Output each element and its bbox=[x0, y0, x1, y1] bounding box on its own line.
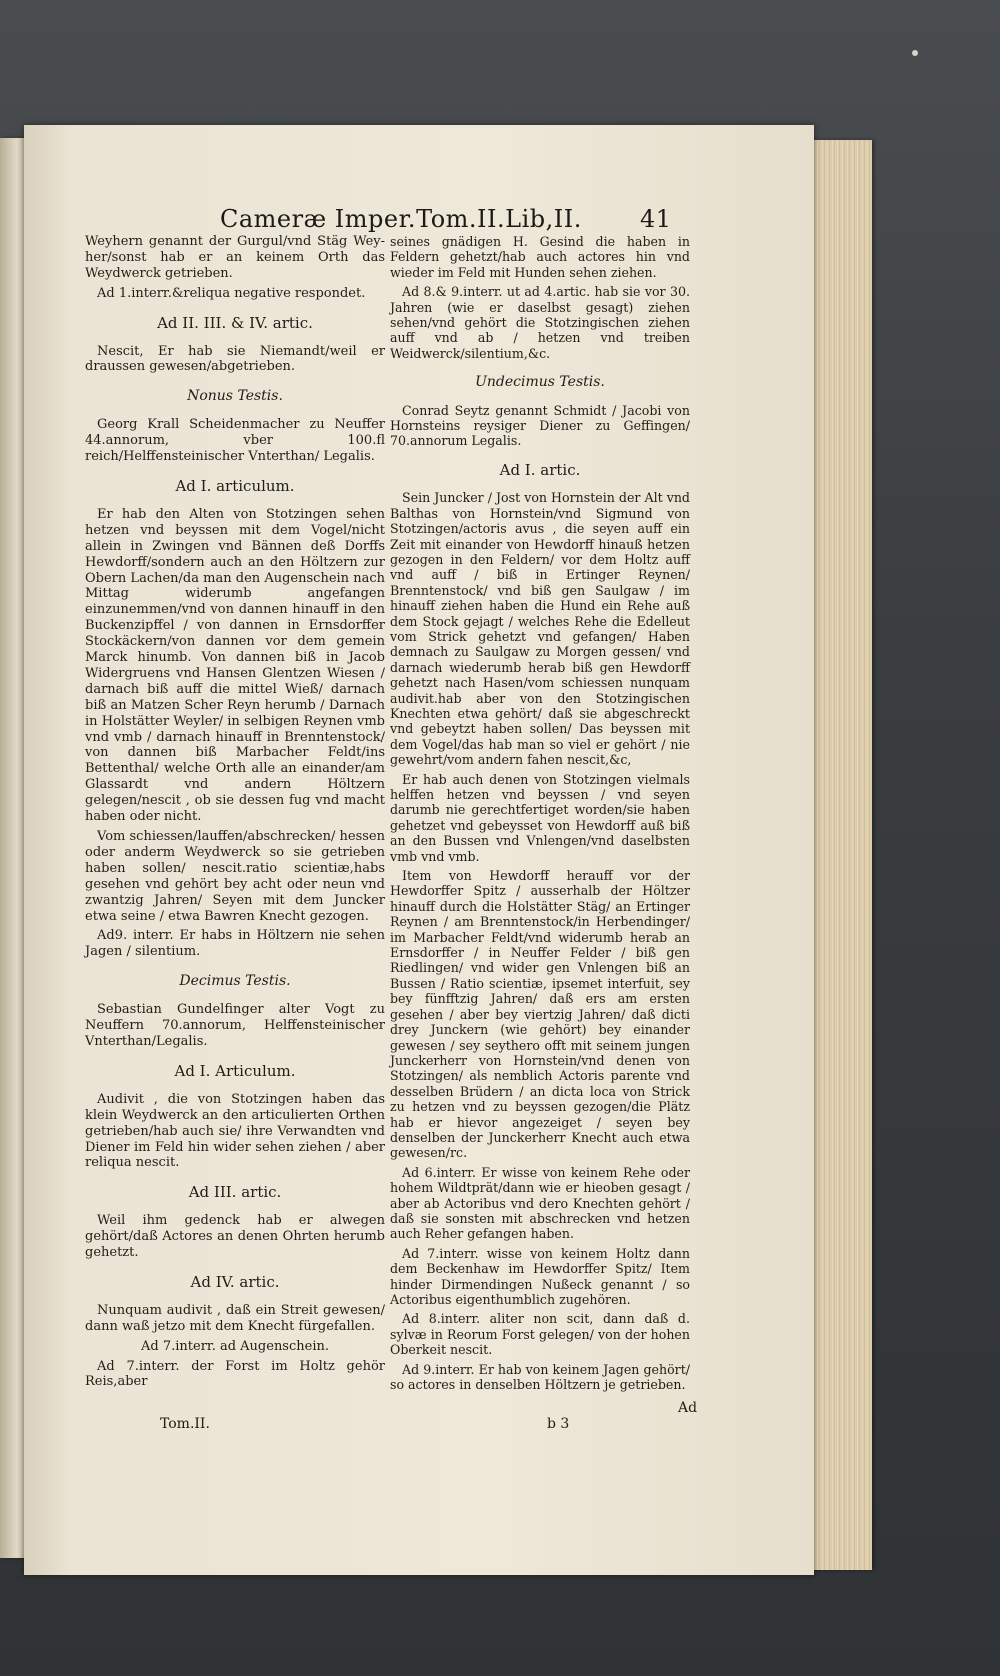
right-column bbox=[390, 234, 690, 1396]
section-heading: Ad III. artic. bbox=[188, 1183, 282, 1202]
paragraph: Er hab den Alten von Stotzingen sehen hetzen vnd beyssen mit dem Vogel/nicht allein in Zwingen vnd Bännen deß Dorffs Hewdorff/sondern auch an den Höltzern zur Obern Lachen/da man den Augenschein nach Mittag widerumb angefangen einzunemmen/vnd von dannen hinauff in den Buckenzipffel / von dannen in Ernsdorffer Stockäckern/von dannen vor dem gemein Marck hinumb. Von dannen biß in Jacob Widergruens vnd Hansen Glentzen Wiesen / darnach biß auff die mittel Wieß/ darnach biß an Matzen Scher Reyn herumb / Darnach in Holstätter Weyler/ in selbigen Reynen vmb vnd vmb / darnach hinauff in Brenntenstock/ von dannen biß Marbacher Feldt/ins Bettenthal/ welche Orth alle an einander/am Glassardt vnd andern Höltzern gelegen/nescit , ob sie dessen fug vnd macht haben oder nicht. bbox=[85, 506, 385, 825]
section-heading: Ad IV. artic. bbox=[190, 1272, 280, 1291]
paragraph: Ad 7.interr. der Forst im Holtz gehör Reis,aber bbox=[85, 1358, 385, 1390]
paragraph: Weil ihm gedenck hab er alwegen gehört/daß Actores an denen Ohrten herumb gehetzt. bbox=[85, 1213, 385, 1261]
witness-heading: Decimus Testis. bbox=[179, 973, 291, 990]
dust-speck bbox=[912, 50, 918, 56]
paragraph: Ad 8.& 9.interr. ut ad 4.artic. hab sie vor 30. Jahren (wie er daselbst gesagt) ziehen sehen/vnd gehört die Stotzingischen ziehen auff vnd ab / hetzen vnd treiben Weidwerck/silentium,&c. bbox=[390, 284, 690, 361]
page-edges bbox=[806, 140, 872, 1570]
paragraph: Weyhern genannt der Gurgul/vnd Stäg Wey-her/sonst hab er an keinem Orth das Weydwerck getrieben. bbox=[85, 234, 385, 281]
section-heading: Ad I. articulum. bbox=[175, 476, 295, 495]
left-page-edge bbox=[0, 138, 24, 1558]
section-heading: Ad II. III. & IV. artic. bbox=[157, 313, 313, 332]
witness-heading: Undecimus Testis. bbox=[475, 374, 605, 391]
running-title: Cameræ Imper.Tom.II.Lib,II. bbox=[220, 205, 582, 233]
paragraph: Ad 7.interr. ad Augenschein. bbox=[141, 1338, 329, 1354]
catchword: Ad bbox=[678, 1400, 698, 1416]
paragraph: Sebastian Gundelfinger alter Vogt zu Neuffern 70.annorum, Helffensteinischer Vnterthan/Legalis. bbox=[85, 1002, 385, 1049]
paragraph: Sein Juncker / Jost von Hornstein der Alt vnd Balthas von Hornstein/vnd Sigmund von Stotzingen/actoris avus , die seyen auff ein Zeit mit einander von Hewdorff hinauß hetzen gezogen in den Feldern/ vor dem Holtz auff vnd auff / biß in Ertinger Reynen/ Brenntenstock/ vnd biß gen Saulgaw / im hinauff ziehen haben die Hund ein Rehe auß dem Stock gejagt / welches Rehe die Edelleut vom Strick gehetzt vnd gefangen/ Haben demnach zu Saulgaw zu Morgen gessen/ vnd darnach wiederumb herab biß gen Hewdorff gehetzt nach Hasen/vom schiessen nunquam audivit.hab aber von den Stotzingischen Knechten etwa gehört/ daß sie abgeschreckt vnd gebeytzt haben sollen/ Das beyssen mit dem Vogel/das hab man so viel er gehört / nie gewehrt/vom andern fahen nescit,&c, bbox=[390, 490, 690, 768]
signature-mark: b 3 bbox=[547, 1416, 570, 1432]
section-heading: Ad I. artic. bbox=[499, 460, 581, 479]
folio-number: 41 bbox=[640, 205, 672, 233]
paragraph: Nunquam audivit , daß ein Streit gewesen/ dann waß jetzo mit dem Knecht fürgefallen. bbox=[85, 1302, 385, 1334]
paragraph: Conrad Seytz genannt Schmidt / Jacobi von Hornsteins reysiger Diener zu Geffingen/ 70.annorum Legalis. bbox=[390, 402, 690, 449]
paragraph: Nescit, Er hab sie Niemandt/weil er draussen gewesen/abgetrieben. bbox=[85, 343, 385, 375]
volume-mark: Tom.II. bbox=[160, 1416, 210, 1432]
paragraph: Er hab auch denen von Stotzingen vielmals helffen hetzen vnd beyssen / vnd seyen darumb nie gerechtfertiget worden/sie haben gehetzet vnd gebeysset von Hewdorff auß biß an den Bussen vnd Vnlengen/vnd daselbsten vmb vnd vmb. bbox=[390, 771, 690, 864]
paragraph: seines gnädigen H. Gesind die haben in Feldern gehetzt/hab auch actores hin vnd wieder im Feld mit Hunden sehen ziehen. bbox=[390, 234, 690, 280]
paragraph: Item von Hewdorff herauff vor der Hewdorffer Spitz / ausserhalb der Höltzer hinauff durch die Holstätter Stäg/ an Ertinger Reynen / am Brenntenstock/in Herbendinger/ im Marbacher Feldt/vnd widerumb herab an Ernsdorffer / in Neuffer Felder / biß gen Riedlingen/ vnd wider gen Vnlengen biß an Bussen / Ratio scientiæ, ipsemet interfuit, sey bey fünfftzig Jahren/ daß ers am ersten gesehen / aber bey viertzig Jahren/ daß dicti drey Junckern (wie gehört) bey einander gewesen / sey seythero offt mit seinem jungen Junckerherr von Hornstein/vnd denen von Stotzingen/ als nemblich Actoris parente vnd desselben Brüdern / an dicta loca von Strick zu hetzen vnd zu beyssen gezogen/die Plätz hab er hievor angezeiget / seyen bey denselben der Junckerherr Knecht auch etwa gewesen/rc. bbox=[390, 868, 690, 1161]
paragraph: Ad 6.interr. Er wisse von keinem Rehe oder hohem Wildtprät/dann wie er hieoben gesagt / aber ab Actoribus vnd dero Knechten gehört / daß sie sonsten mit abschrecken vnd hetzen auch Reher gefangen haben. bbox=[390, 1164, 690, 1242]
left-column bbox=[85, 234, 385, 1394]
section-heading: Ad I. Articulum. bbox=[174, 1061, 296, 1080]
paragraph: Vom schiessen/lauffen/abschrecken/ hessen oder anderm Weydwerck so sie getrieben haben sollen/ nescit.ratio scientiæ,habs gesehen vnd gehört bey acht oder neun vnd zwantzig Jahren/ Seyen mit dem Juncker etwa seine / etwa Bawren Knecht gezogen. bbox=[85, 829, 385, 924]
paragraph: Ad 1.interr.&reliqua negative respondet. bbox=[97, 285, 366, 301]
paragraph: Georg Krall Scheidenmacher zu Neuffer 44.annorum, vber 100.fl reich/Helffensteinischer Vnterthan/ Legalis. bbox=[85, 417, 385, 465]
paragraph: Ad 7.interr. wisse von keinem Holtz dann dem Beckenhaw im Hewdorffer Spitz/ Item hinder Dirmendingen Nußeck genannt / so Actoribus eigenthumblich zugehören. bbox=[390, 1245, 690, 1307]
paragraph: Audivit , die von Stotzingen haben das klein Weydwerck an den articulierten Orthen getrieben/hab auch sie/ ihre Verwandten vnd Diener im Feld hin wider sehen ziehen / aber reliqua nescit. bbox=[85, 1091, 385, 1171]
paragraph: Ad 9.interr. Er hab von keinem Jagen gehört/ so actores in denselben Höltzern je getrieben. bbox=[390, 1361, 690, 1393]
paragraph: Ad9. interr. Er habs in Höltzern nie sehen Jagen / silentium. bbox=[85, 928, 385, 960]
paragraph: Ad 8.interr. aliter non scit, dann daß d. sylvæ in Reorum Forst gelegen/ von der hohen Oberkeit nescit. bbox=[390, 1311, 690, 1358]
witness-heading: Nonus Testis. bbox=[187, 388, 283, 405]
